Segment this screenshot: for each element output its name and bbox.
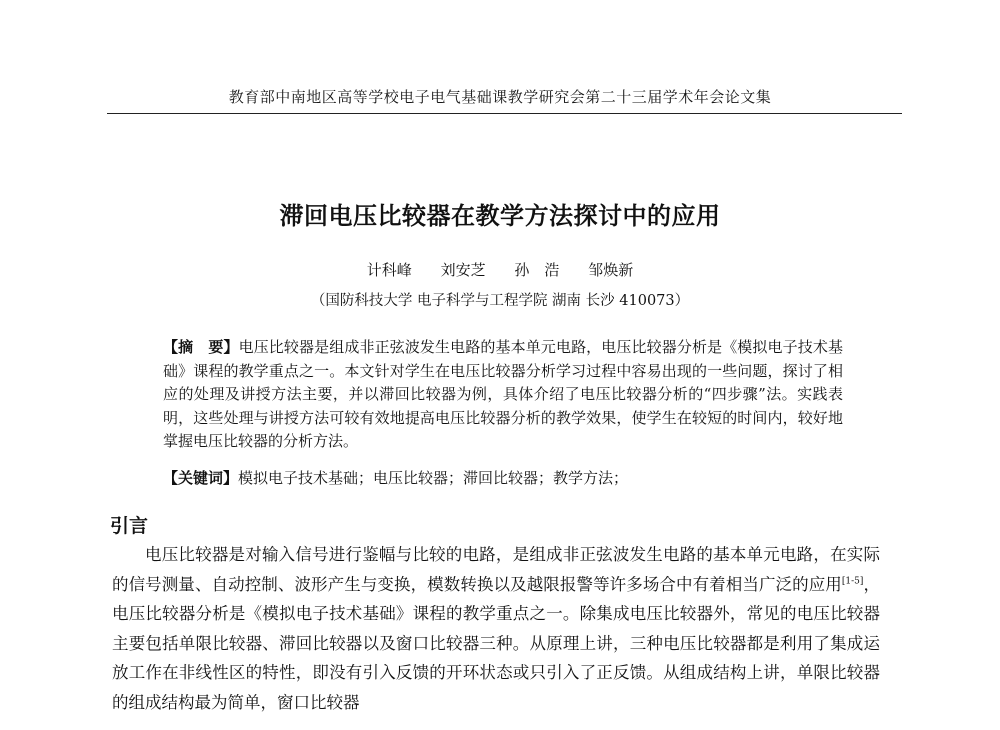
body-text-part: 电压比较器是对输入信号进行鉴幅与比较的电路，是组成非正弦波发生电路的基本单元电路，在实际的信号测量、自动控制、波形产生与变换，模数转换以及越限报警等许多场合中有着相当广泛的应用 xyxy=(112,545,880,594)
author-list xyxy=(0,259,1000,280)
running-header: 教育部中南地区高等学校电子电气基础课教学研究会第二十三届学术年会论文集 xyxy=(228,88,772,106)
author-name: 刘安芝 xyxy=(440,261,486,279)
author-name: 孙 浩 xyxy=(514,261,560,279)
abstract xyxy=(163,336,843,454)
keywords-label: 【关键词】 xyxy=(163,469,239,487)
abstract-text: 电压比较器是组成非正弦波发生电路的基本单元电路，电压比较器分析是《模拟电子技术基础》课程的教学重点之一。本文针对学生在电压比较器分析学习过程中容易出现的一些问题，探讨了相应的处理及讲授方法主要，并以滞回比较器为例，具体介绍了电压比较器分析的“四步骤”法。实践表明，这些处理与讲授方法可较有效地提高电压比较器分析的教学效果，使学生在较短的时间内，较好地掌握电压比较器的分析方法。 xyxy=(163,338,843,450)
section-heading: 引言 xyxy=(110,515,149,537)
header-rule xyxy=(107,113,902,114)
paper-title: 滞回电压比较器在教学方法探讨中的应用 xyxy=(279,202,721,230)
abstract-label: 【摘 要】 xyxy=(163,338,239,356)
body-text-part: ，电压比较器分析是《模拟电子技术基础》课程的教学重点之一。除集成电压比较器外，常见的电压比较器主要包括单限比较器、滞回比较器以及窗口比较器三种。从原理上讲，三种电压比较器都是利用了集成运放工作在非线性区的特性，即没有引入反馈的开环状态或只引入了正反馈。从组成结构上讲，单限比较器的组成结构最为简单，窗口比较器 xyxy=(112,574,881,712)
citation-reference: [1-5] xyxy=(841,576,864,586)
author-name: 计科峰 xyxy=(366,261,412,279)
keywords-text: 模拟电子技术基础；电压比较器；滞回比较器；教学方法； xyxy=(238,469,629,487)
keywords xyxy=(163,467,843,488)
body-paragraph xyxy=(112,540,880,717)
affiliation: （国防科技大学 电子科学与工程学院 湖南 长沙 410073） xyxy=(310,293,690,309)
author-name: 邹焕新 xyxy=(588,261,634,279)
